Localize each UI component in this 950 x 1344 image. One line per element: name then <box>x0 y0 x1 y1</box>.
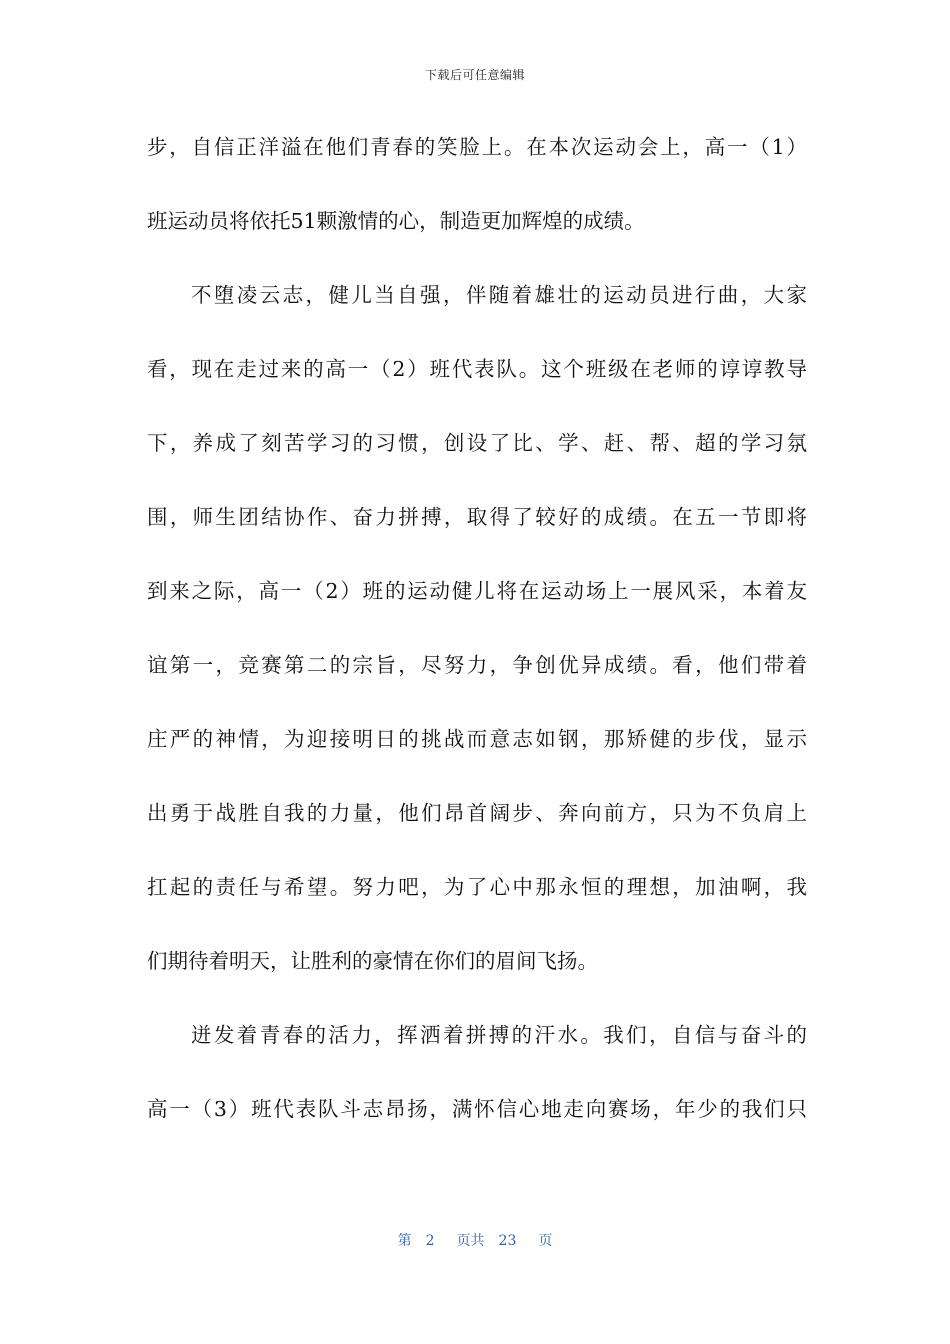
text-line: 下，养成了刻苦学习的习惯，创设了比、学、赶、帮、超的学习氛 <box>147 431 807 455</box>
text-line: 庄严的神情，为迎接明日的挑战而意志如钢，那矫健的步伐，显示 <box>147 727 807 751</box>
text-line: 高一（3）班代表队斗志昂扬，满怀信心地走向赛场，年少的我们只 <box>147 1097 807 1121</box>
text-line: 们期待着明天，让胜利的豪情在你们的眉间飞扬。 <box>147 949 598 973</box>
page-prefix: 第 <box>397 1233 412 1249</box>
text-line: 出勇于战胜自我的力量，他们昂首阔步、奔向前方，只为不负肩上 <box>147 801 807 825</box>
current-page-number: 2 <box>425 1233 435 1249</box>
text-line: 围，师生团结协作、奋力拼搏，取得了较好的成绩。在五一节即将 <box>147 505 807 529</box>
text-line: 谊第一，竞赛第二的宗旨，尽努力，争创优异成绩。看，他们带着 <box>147 653 807 677</box>
total-pages-number: 23 <box>498 1233 517 1249</box>
page-footer <box>0 1230 950 1250</box>
text-line: 看，现在走过来的高一（2）班代表队。这个班级在老师的谆谆教导 <box>147 357 807 381</box>
text-line: 迸发着青春的活力，挥洒着拼搏的汗水。我们，自信与奋斗的 <box>191 1023 807 1047</box>
header-note: 下载后可任意编辑 <box>424 68 525 82</box>
text-line: 班运动员将依托51颗激情的心，制造更加辉煌的成绩。 <box>147 209 645 233</box>
text-line: 不堕凌云志，健儿当自强，伴随着雄壮的运动员进行曲，大家 <box>191 283 807 307</box>
page-middle-label: 页共 <box>456 1233 485 1249</box>
document-body <box>147 120 807 1156</box>
text-line: 步，自信正洋溢在他们青春的笑脸上。在本次运动会上，高一（1） <box>147 135 807 159</box>
text-line: 到来之际，高一（2）班的运动健儿将在运动场上一展风采，本着友 <box>147 579 807 603</box>
page-suffix: 页 <box>538 1233 553 1249</box>
text-line: 扛起的责任与希望。努力吧，为了心中那永恒的理想，加油啊，我 <box>147 875 807 899</box>
